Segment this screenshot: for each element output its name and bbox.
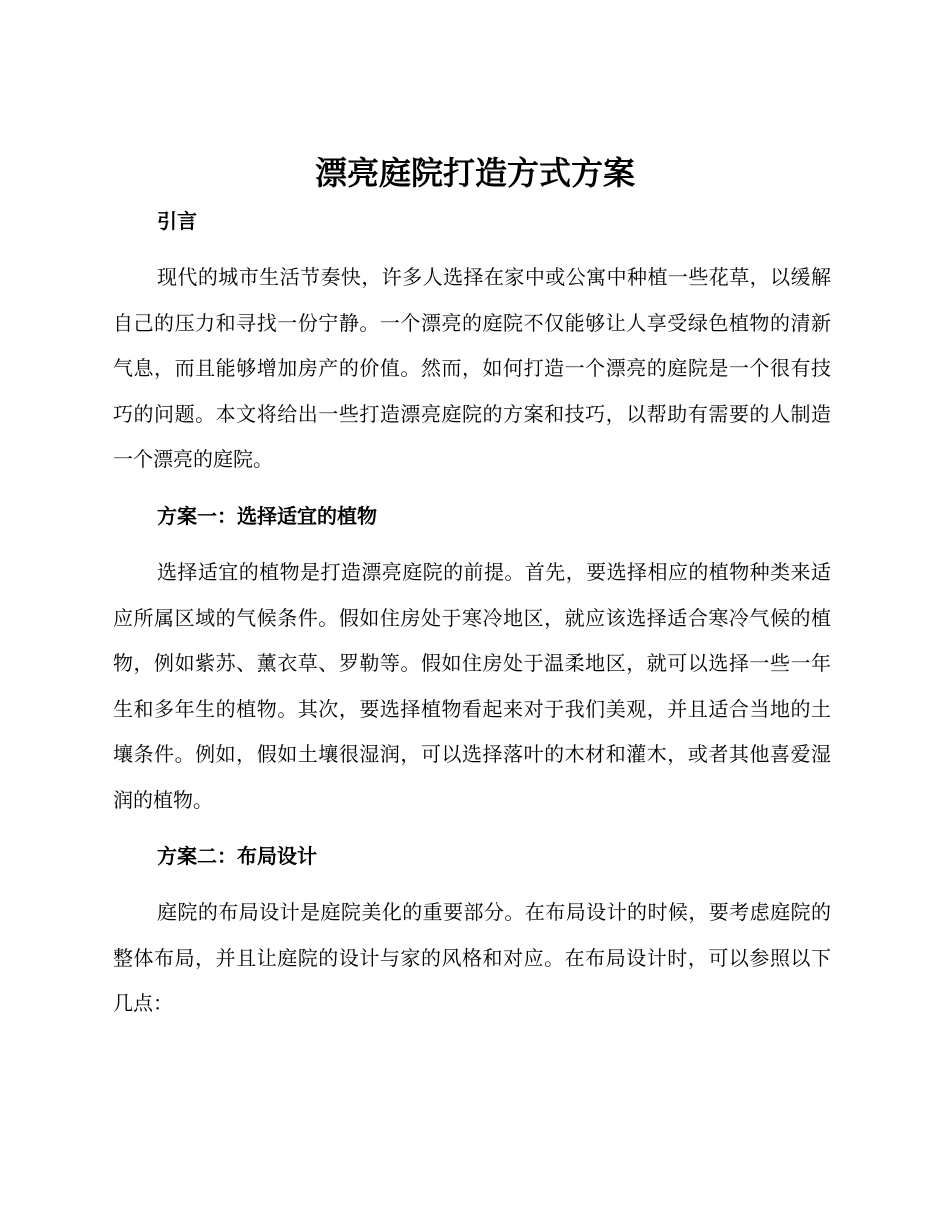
section-paragraph-plan-one: 选择适宜的植物是打造漂亮庭院的前提。首先，要选择相应的植物种类来适应所属区域的气候条件。假如住房处于寒冷地区，就应该选择适合寒冷气候的植物，例如紫苏、薰衣草、罗勒等。假如住房处于温柔地区，就可以选择一些一年生和多年生的植物。其次，要选择植物看起来对于我们美观，并且适合当地的土壤条件。例如，假如土壤很湿润，可以选择落叶的木材和灌木，或者其他喜爱湿润的植物。 — [113, 560, 831, 812]
section-heading-plan-one: 方案一：选择适宜的植物 — [157, 504, 377, 528]
section-paragraph-intro: 现代的城市生活节奏快，许多人选择在家中或公寓中种植一些花草，以缓解自己的压力和寻找一份宁静。一个漂亮的庭院不仅能够让人享受绿色植物的清新气息，而且能够增加房产的价值。然而，如何打造一个漂亮的庭院是一个很有技巧的问题。本文将给出一些打造漂亮庭院的方案和技巧，以帮助有需要的人制造一个漂亮的庭院。 — [113, 265, 831, 471]
section-paragraph-plan-two: 庭院的布局设计是庭院美化的重要部分。在布局设计的时候，要考虑庭院的整体布局，并且让庭院的设计与家的风格和对应。在布局设计时，可以参照以下几点： — [113, 900, 831, 1015]
section-heading-intro: 引言 — [157, 209, 197, 233]
section-heading-plan-two: 方案二：布局设计 — [157, 844, 317, 868]
document-title: 漂亮庭院打造方式方案 — [314, 154, 635, 192]
